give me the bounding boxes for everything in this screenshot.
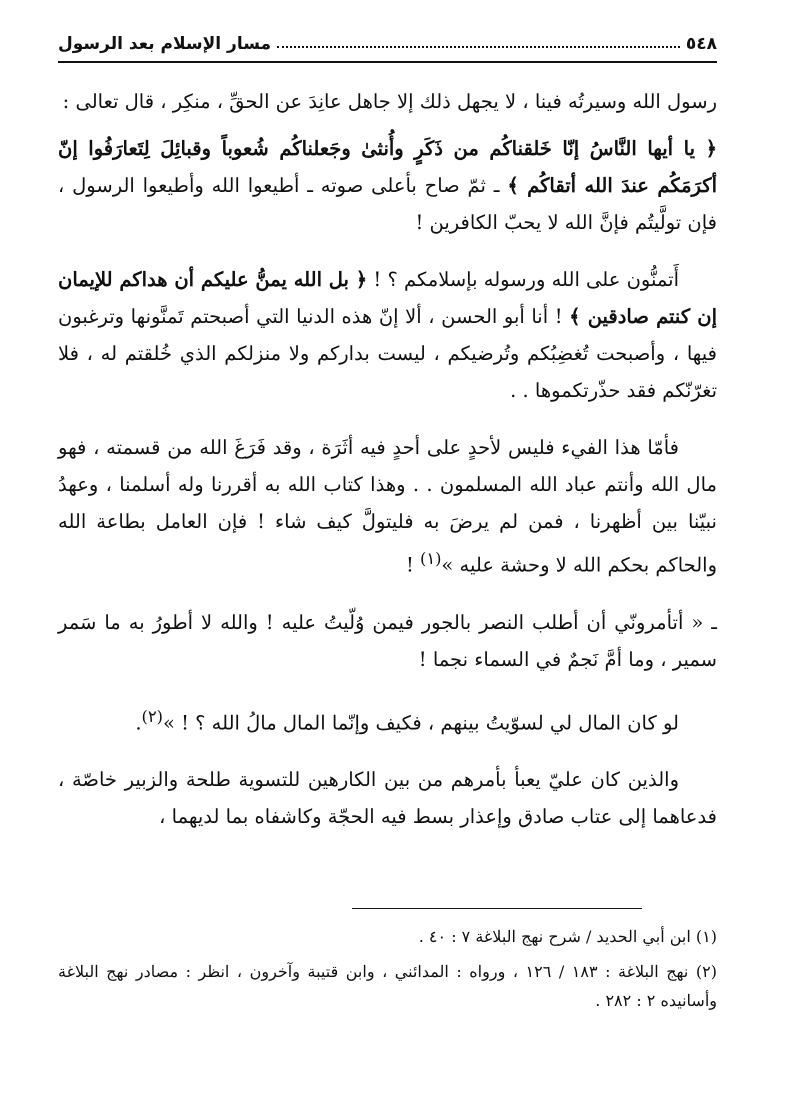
running-title: مسار الإسلام بعد الرسول xyxy=(58,34,272,54)
quran-continuation: ـ ثمّ صاح بأعلى صوته ـ أطيعوا الله وأطيعوا الرسول ، فإن تولَّيتُم فإنَّ الله لا يحبّ الكافرين ! xyxy=(58,174,717,234)
page xyxy=(58,30,717,835)
paragraph-second xyxy=(58,261,717,409)
footnote-2: (٢) نهج البلاغة : ١٨٣ / ١٢٦ ، ورواه : المدائني ، وابن قتيبة وآخرون ، انظر : مصادر نهج البلاغة وأسانيده ٢ : ٢٨٢ . xyxy=(58,962,718,1010)
paragraph-second-start: أَتمنُّون على الله ورسوله بإسلامكم ؟ ! xyxy=(367,268,680,291)
quran-verse-1: ﴿ يا أيها النَّاسُ إنّا خَلقناكُم من ذَكَرٍ وأُنثىٰ وجَعلناكُم شُعوباً وقبائِلَ لِتَعارَفُوا إنّ أكرَمَكُم عندَ الله أتقاكُم ﴾ xyxy=(58,137,718,197)
paragraph-third xyxy=(58,429,717,584)
paragraph-third-text: فأمّا هذا الفيء فليس لأحدٍ على أحدٍ فيه أثَرَة ، وقد فَرَغَ الله من قسمته ، فهو مال الله وأنتم عباد الله المسلمون . . وهذا كتاب الله به أقررنا وله أسلمنا ، وعهدُ نبيّنا بين أظهرنا ، فمن لم يرضَ به فليتولَّ كيف شاء ! فإن العامل بطاعة الله والحاكم بحكم الله لا وحشة عليه » xyxy=(58,436,717,577)
footnote-ref-1[interactable]: (١) xyxy=(419,549,442,568)
paragraph-intro: رسول الله وسيرتُه فينا ، لا يجهل ذلك إلا جاهل عانِدَ عن الحقِّ ، منكِر ، قال تعالى : xyxy=(62,90,717,113)
footnote-ref-2[interactable]: (٢) xyxy=(141,706,163,726)
page-number: ٥٤٨ xyxy=(685,34,717,54)
footnote-separator xyxy=(352,908,642,909)
quran-verse-2: ﴿ بل الله يمنُّ عليكم أن هداكم للإيمان إن كنتم صادقين ﴾ xyxy=(58,268,717,328)
paragraph-fifth xyxy=(58,698,717,742)
header-dot-leader xyxy=(277,40,680,48)
running-header xyxy=(58,30,717,63)
paragraph-second-rest: ! أنا أبو الحسن ، ألا إنّ هذه الدنيا التي أصبحتم تَمنَّونها وترغبون فيها ، وأصبحت تُغضِبُكم وتُرضيكم ، ليست بداركم ولا منزلكم الذي خُلقتم له ، فلا تغرّنّكم فقد حذّرتكموها . . xyxy=(58,305,717,402)
footnotes xyxy=(58,922,717,1021)
paragraph-fourth: ـ « أتأمرونّي أن أطلب النصر بالجور فيمن وُلّيتُ عليه ! والله لا أطورُ به ما سَمر سمير ، وما أمَّ نَجمٌ في السماء نجما ! xyxy=(58,610,717,671)
paragraph-third-end: ! xyxy=(405,553,420,577)
footnote-1: (١) ابن أبي الحديد / شرح نهج البلاغة ٧ : ٤٠ . xyxy=(418,927,717,946)
paragraph-fifth-end: . xyxy=(135,711,142,734)
paragraph-fifth-text: لو كان المال لي لسوّيتُ بينهم ، فكيف وإنّما المال مالُ الله ؟ ! » xyxy=(162,711,679,734)
paragraph-quran-quote xyxy=(58,130,717,241)
paragraph-sixth: والذين كان عليّ يعبأ بأمرهم من بين الكارهين للتسوية طلحة والزبير خاصّة ، فدعاهما إلى عتاب صادق وإعذار بسط فيه الحجّة وكاشفاه بما لديهما ، xyxy=(58,768,717,828)
